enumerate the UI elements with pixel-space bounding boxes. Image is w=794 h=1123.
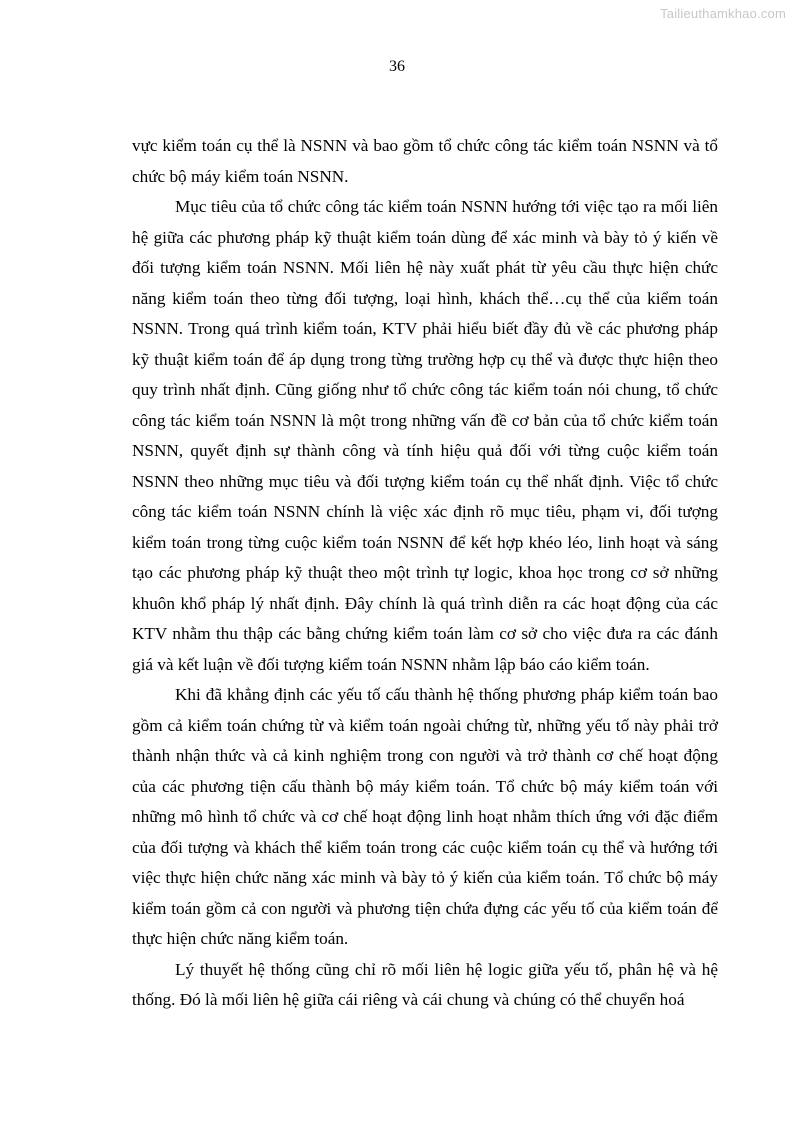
page-number: 36 (389, 58, 405, 75)
paragraph-1: vực kiểm toán cụ thể là NSNN và bao gồm tổ chức công tác kiểm toán NSNN và tổ chức bộ máy kiểm toán NSNN. (132, 136, 718, 186)
paragraph-3: Khi đã khẳng định các yếu tố cấu thành hệ thống phương pháp kiểm toán bao gồm cả kiểm toán chứng từ và kiểm toán ngoài chứng từ, những yếu tố này phải trở thành nhận thức và cả kinh nghiệm trong con người và trở thành cơ chế hoạt động của các phương tiện cấu thành bộ máy kiểm toán. Tổ chức bộ máy kiểm toán với những mô hình tổ chức và cơ chế hoạt động linh hoạt nhằm thích ứng với đặc điểm của đối tượng và khách thể kiểm toán trong các cuộc kiểm toán cụ thể và hướng tới việc thực hiện chức năng xác minh và bày tỏ ý kiến của kiểm toán. Tổ chức bộ máy kiểm toán gồm cả con người và phương tiện chứa đựng các yếu tố của kiểm toán để thực hiện chức năng kiểm toán. (132, 685, 718, 948)
paragraph-4: Lý thuyết hệ thống cũng chỉ rõ mối liên hệ logic giữa yếu tố, phân hệ và hệ thống. Đó là mối liên hệ giữa cái riêng và cái chung và chúng có thể chuyển hoá (132, 959, 718, 1009)
document-body (132, 131, 718, 1016)
watermark: Tailieuthamkhao.com (660, 6, 786, 21)
paragraph-2: Mục tiêu của tổ chức công tác kiểm toán NSNN hướng tới việc tạo ra mối liên hệ giữa các phương pháp kỹ thuật kiểm toán dùng để xác minh và bày tỏ ý kiến về đối tượng kiểm toán NSNN. Mối liên hệ này xuất phát từ yêu cầu thực hiện chức năng kiểm toán theo từng đối tượng, loại hình, khách thể…cụ thể của kiểm toán NSNN. Trong quá trình kiểm toán, KTV phải hiểu biết đầy đủ về các phương pháp kỹ thuật kiểm toán để áp dụng trong từng trường hợp cụ thể và được thực hiện theo quy trình nhất định. Cũng giống như tổ chức công tác kiểm toán nói chung, tổ chức công tác kiểm toán NSNN là một trong những vấn đề cơ bản của tổ chức kiểm toán NSNN, quyết định sự thành công và tính hiệu quả đối với từng cuộc kiểm toán NSNN theo những mục tiêu và đối tượng kiểm toán cụ thể nhất định. Việc tổ chức công tác kiểm toán NSNN chính là việc xác định rõ mục tiêu, phạm vi, đối tượng kiểm toán trong từng cuộc kiểm toán NSNN để kết hợp khéo léo, linh hoạt và sáng tạo các phương pháp kỹ thuật theo một trình tự logic, khoa học trong cơ sở những khuôn khổ pháp lý nhất định. Đây chính là quá trình diễn ra các hoạt động của các KTV nhằm thu thập các bằng chứng kiểm toán làm cơ sở cho việc đưa ra các đánh giá và kết luận về đối tượng kiểm toán NSNN nhằm lập báo cáo kiểm toán. (132, 197, 718, 674)
